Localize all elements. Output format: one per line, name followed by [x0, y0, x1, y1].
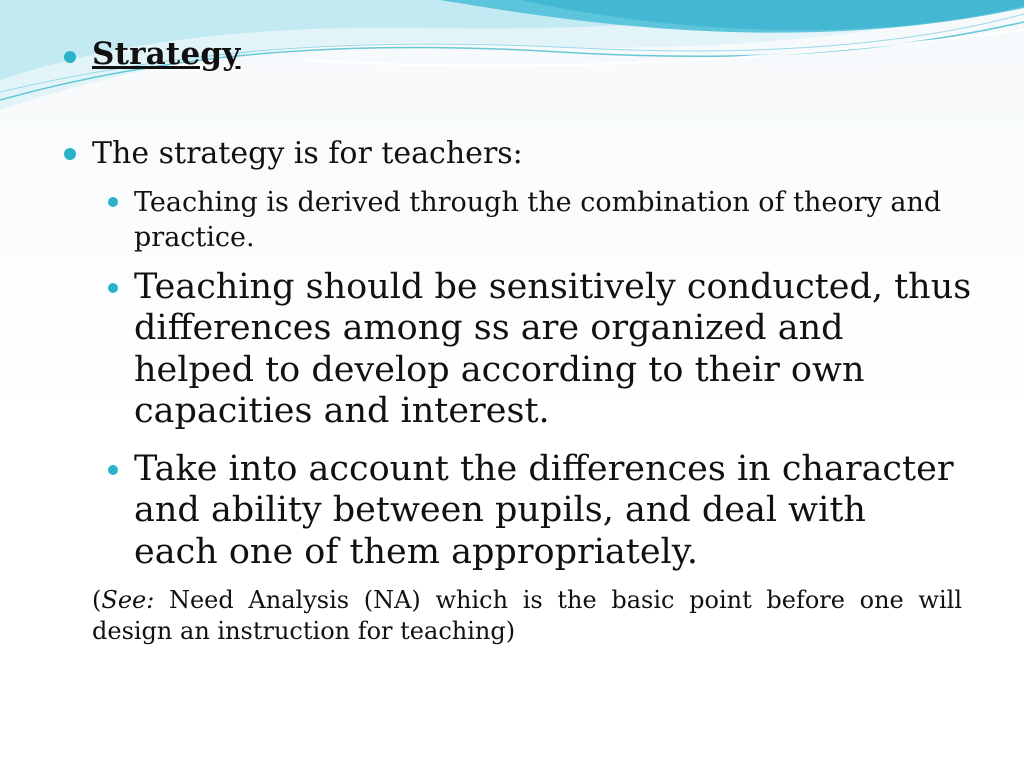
bullet-dot-icon: [64, 148, 76, 160]
slide-title: Strategy: [92, 36, 241, 72]
level1-bullet-text: The strategy is for teachers:: [92, 136, 523, 171]
bullet-dot-icon: [108, 283, 118, 293]
sub-bullet-text: Teaching is derived through the combination of theory and practice.: [134, 187, 942, 254]
bullet-dot-icon: [108, 197, 118, 207]
note-paragraph: [92, 585, 962, 647]
bullet-dot-icon: [108, 465, 118, 475]
note-see-label: See:: [101, 586, 155, 614]
bullet-dot-icon: [64, 51, 76, 63]
note-text: Need Analysis (NA) which is the basic point before one will design an instruction for teaching): [92, 586, 962, 646]
note-open-paren: (: [92, 586, 102, 614]
sub-bullet-text: Teaching should be sensitively conducted, thus differences among ss are organized and helped to develop according to their own capacities and interest.: [134, 267, 972, 431]
sub-bullet-text: Take into account the differences in character and ability between pupils, and deal with each one of them appropriately.: [134, 449, 954, 572]
